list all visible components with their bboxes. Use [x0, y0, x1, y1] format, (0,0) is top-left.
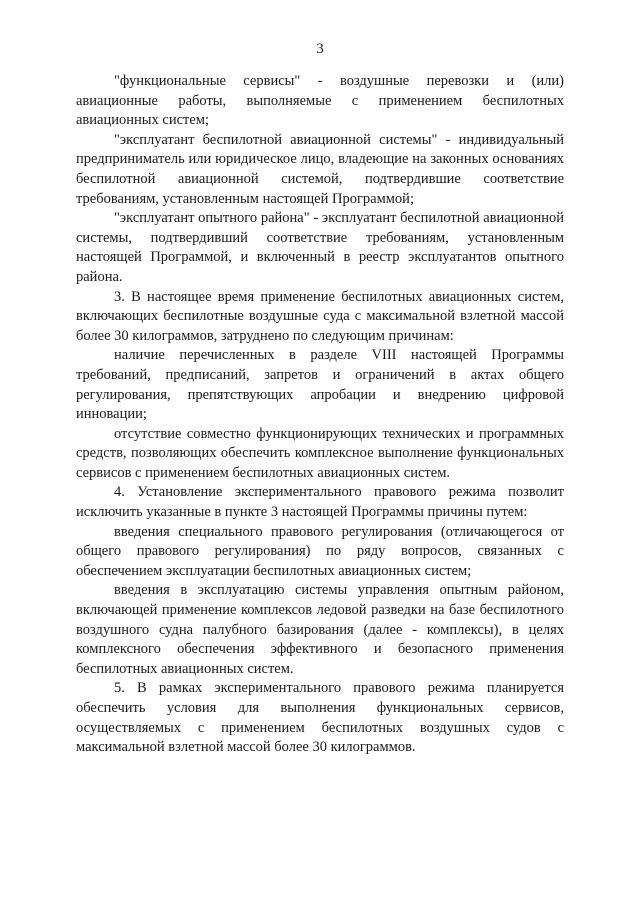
paragraph-definition-functional-services: "функциональные сервисы" - воздушные перевозки и (или) авиационные работы, выполняемые с применением беспилотных авиационных систем; [76, 73, 564, 129]
paragraph-item-3: 3. В настоящее время применение беспилотных авиационных систем, включающих беспилотные воздушные суда с максимальной взлетной массой более 30 килограммов, затруднено по следующим причинам: [76, 288, 564, 344]
paragraph-measure-regulation: введения специального правового регулирования (отличающегося от общего правового регулирования) по ряду вопросов, связанных с обеспечением эксплуатации беспилотных авиационных систем; [76, 523, 564, 579]
document-body [76, 72, 564, 758]
paragraph-definition-uas-operator: "эксплуатант беспилотной авиационной системы" - индивидуальный предприниматель или юридическое лицо, владеющие на законных основаниях беспилотной авиационной системой, подтвердившие соответствие требованиям, установленным настоящей Программой; [76, 131, 564, 207]
paragraph-reason-no-tools: отсутствие совместно функционирующих технических и программных средств, позволяющих обеспечить комплексное выполнение функциональных сервисов с применением беспилотных авиационных систем. [76, 425, 564, 481]
paragraph-measure-control-system: введения в эксплуатацию системы управления опытным районом, включающей применение комплексов ледовой разведки на базе беспилотного воздушного судна палубного базирования (далее - комплексы), в целях комплексного обеспечения эффективного и безопасного применения беспилотных авиационных систем. [76, 582, 564, 677]
paragraph-item-4: 4. Установление экспериментального правового режима позволит исключить указанные в пункте 3 настоящей Программы причины путем: [76, 484, 564, 521]
paragraph-definition-area-operator: "эксплуатант опытного района" - эксплуатант беспилотной авиационной системы, подтвердивший соответствие требованиям, установленным настоящей Программой, и включенный в реестр эксплуатантов опытного района. [76, 210, 564, 285]
paragraph-item-5: 5. В рамках экспериментального правового режима планируется обеспечить условия для выполнения функциональных сервисов, осуществляемых с применением беспилотных воздушных судов с максимальной взлетной массой более 30 килограммов. [76, 680, 564, 756]
paragraph-reason-requirements: наличие перечисленных в разделе VIII настоящей Программы требований, предписаний, запретов и ограничений в актах общего регулирования, препятствующих апробации и внедрению цифровой инновации; [76, 347, 564, 423]
page-number: 3 [316, 41, 324, 57]
